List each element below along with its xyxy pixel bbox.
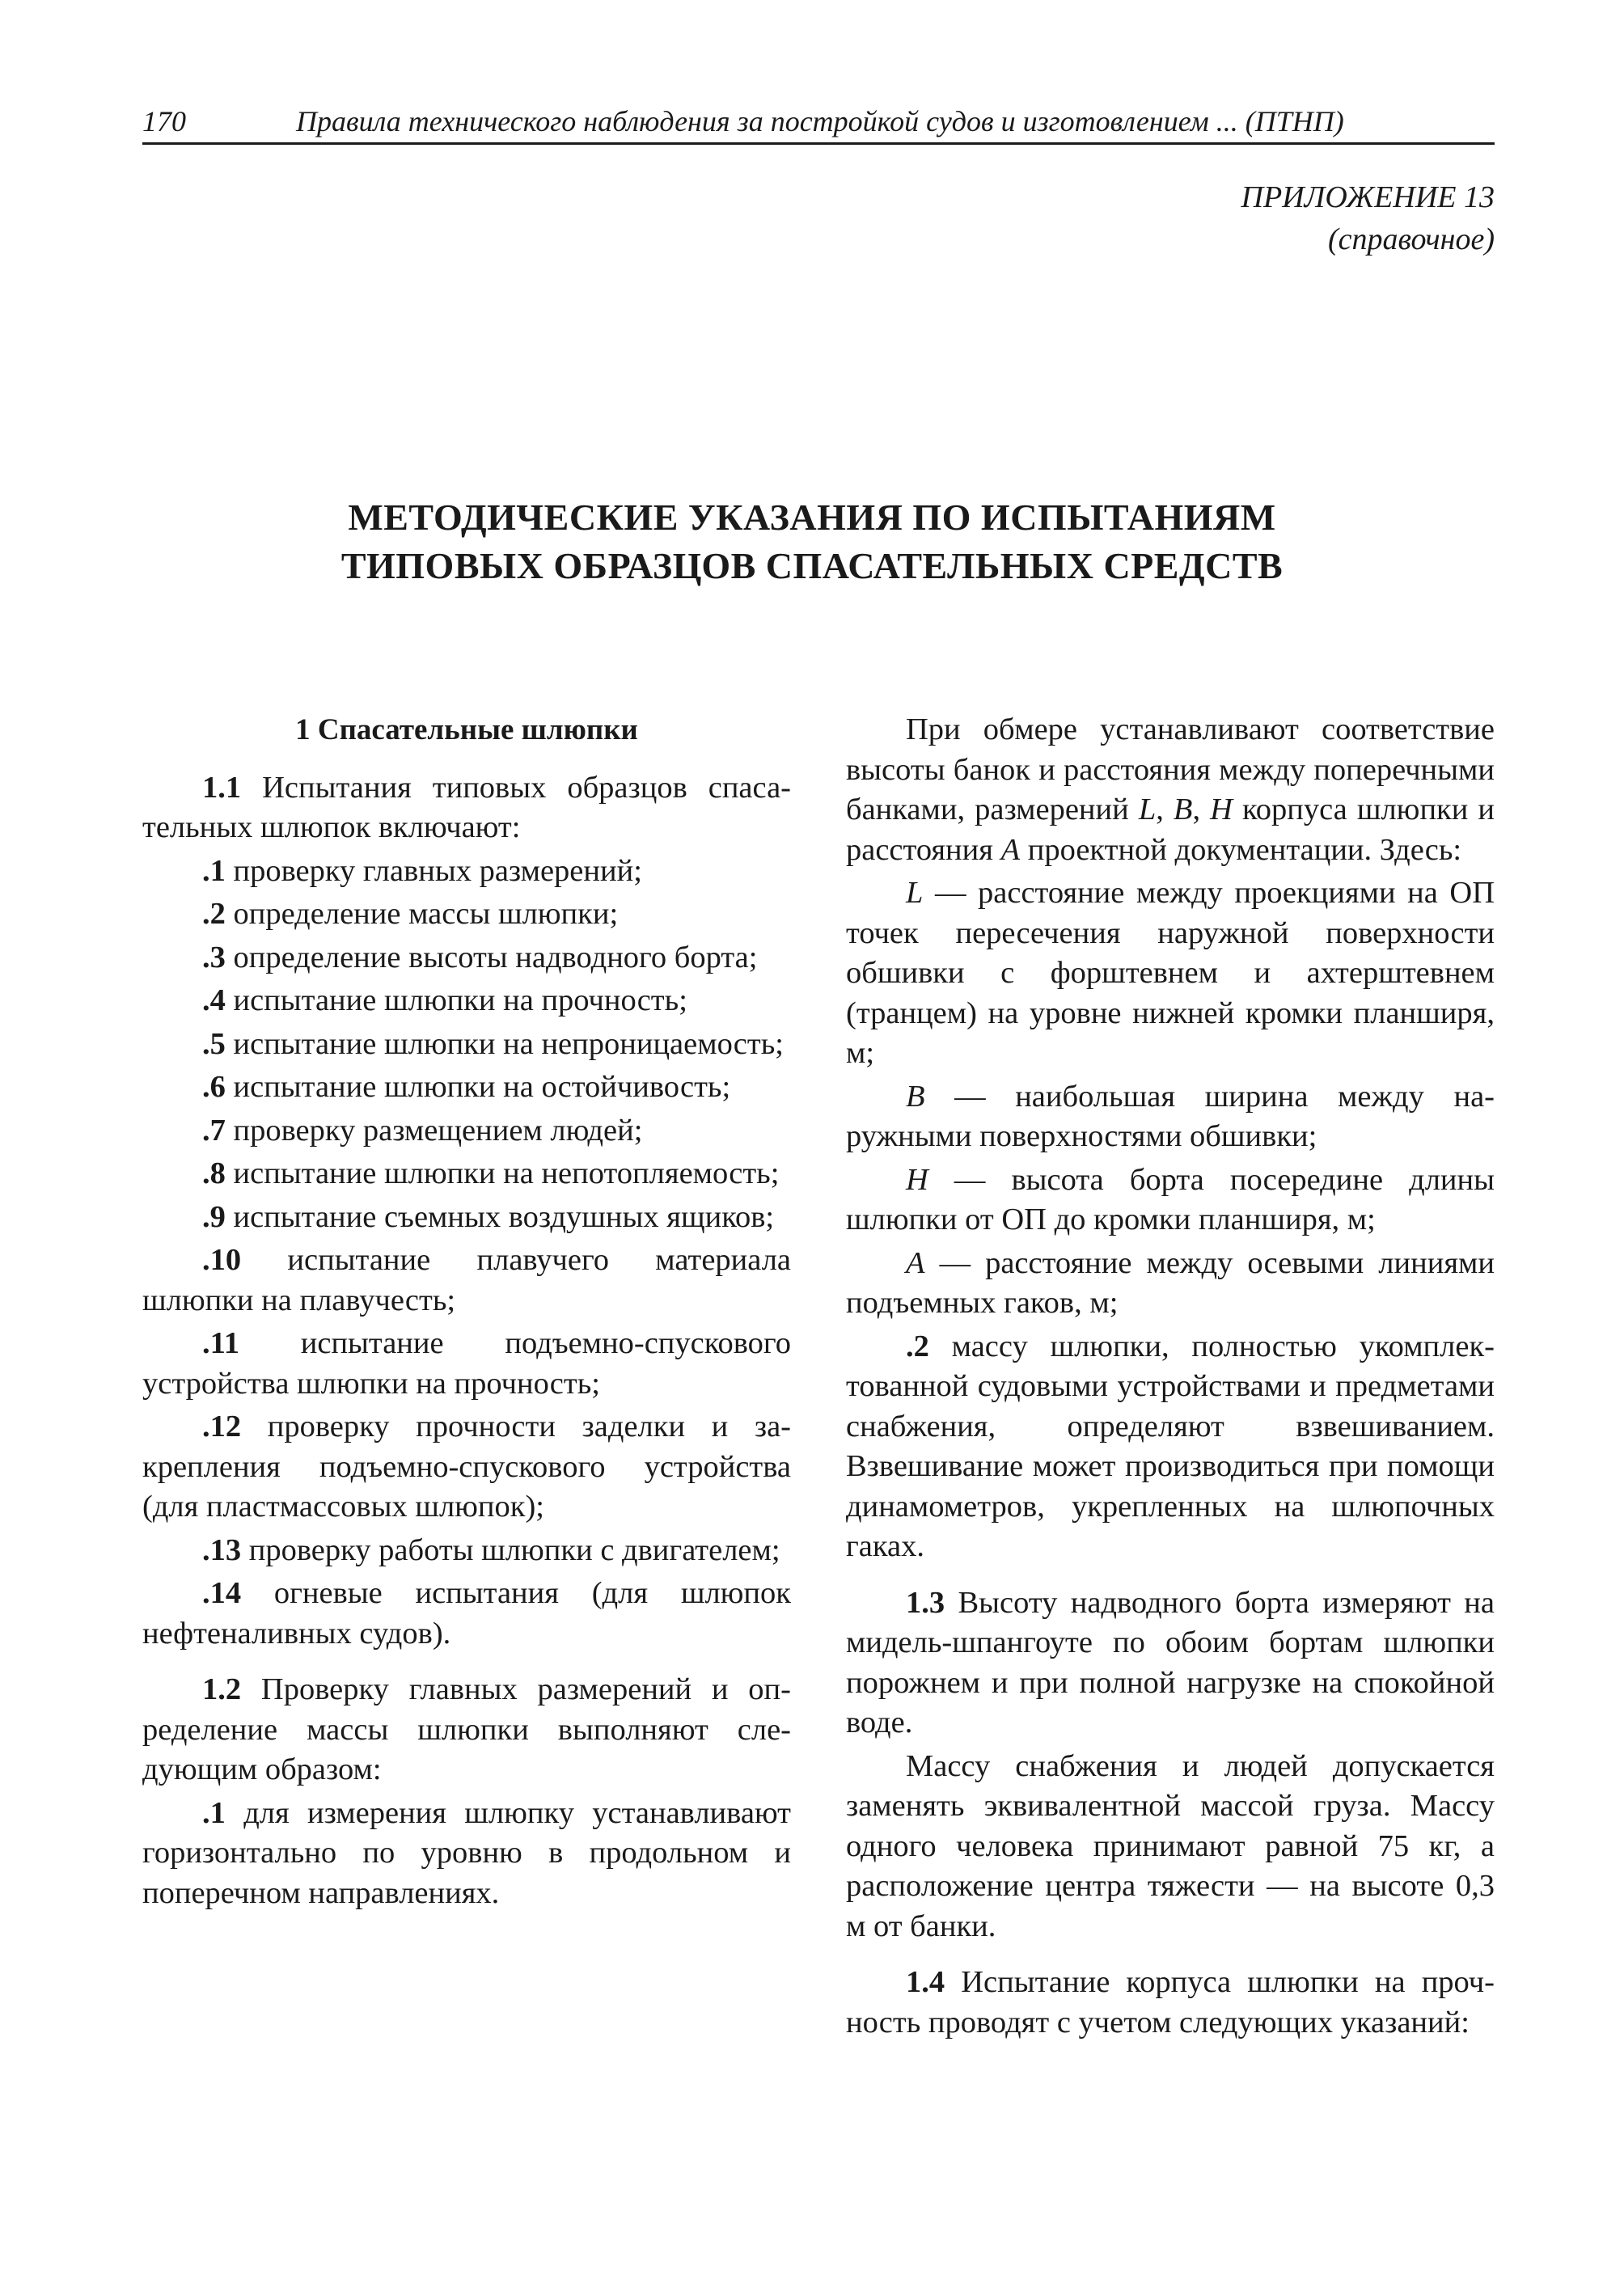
list-item	[142, 894, 791, 935]
list-item	[846, 1327, 1495, 1567]
item-number: .1	[202, 853, 226, 888]
item-text: огневые испытания (для шлюпок нефтеналивных судов).	[142, 1576, 791, 1651]
item-text: испытание шлюпки на непотопляемость;	[225, 1156, 780, 1190]
measurement-text: проектной документации. Здесь:	[1020, 832, 1462, 867]
measurement-text: корпуса шлюпки и расстояния	[846, 793, 1495, 867]
right-column	[846, 710, 1495, 2046]
left-column	[142, 710, 791, 1917]
list-item	[142, 1794, 791, 1914]
clause-1-3	[846, 1583, 1495, 1744]
item-number: .13	[202, 1532, 242, 1567]
definition-text: — расстояние между проекциями на ОП точек пересечения наружной поверхности обшивки с форштевнем и ахтерштевнем (транцем) на уровне нижней кромки планширя, м;	[846, 876, 1495, 1070]
variable-L: L	[906, 876, 924, 910]
item-text: проверку главных размерений;	[225, 853, 642, 888]
item-number: .6	[202, 1070, 226, 1104]
clause-number: 1.4	[906, 1965, 945, 1999]
mass-paragraph: Массу снабжения и людей допускается заменять эквивалентной массой груза. Массу одного человека принимают равной 75 кг, а расположение центра тяжести — на высоте 0,3 м от банки.	[846, 1748, 1495, 1943]
item-number: .9	[202, 1199, 226, 1234]
item-text: массу шлюпки, полностью укомплектованной судовыми устройствами и предметами снабжения, определяют взвешиванием. Взвешивание может производиться при помощи динамометров, укрепленных на шлюпочных гаках.	[846, 1329, 1495, 1563]
page-number: 170	[142, 105, 186, 137]
document-title	[0, 493, 1624, 590]
separator: ,	[1156, 793, 1174, 826]
clause-text: Проверку главных размерений и определение массы шлюпки выполняют следующим образом:	[142, 1672, 791, 1786]
running-header	[142, 104, 1495, 145]
item-text: испытание плавучего материала шлюпки на плавучесть;	[142, 1243, 791, 1317]
measurement-text: При обмере устанавливают соответствие высоты банок и расстояния между поперечными банками, размерений	[846, 712, 1495, 826]
list-item	[142, 1407, 791, 1528]
definition-text: — высота борта посередине длины шлюпки от ОП до кромки планширя, м;	[846, 1162, 1495, 1236]
list-item	[142, 1531, 791, 1571]
item-number: .12	[202, 1410, 242, 1443]
list-item	[142, 1067, 791, 1108]
list-item	[142, 1324, 791, 1404]
item-text: для измерения шлюпку устанавливают горизонтально по уровню в продольном и поперечном направлениях.	[142, 1795, 791, 1910]
clause-text: Высоту надводного борта измеряют на мидель-шпангоуте по обоим бортам шлюпки порожнем и при полной нагрузке на спокойной воде.	[846, 1585, 1495, 1739]
clause-1-4	[846, 1963, 1495, 2043]
list-item	[142, 981, 791, 1021]
item-text: определение высоты надводного борта;	[225, 940, 758, 974]
clause-number: 1.2	[202, 1672, 242, 1706]
item-number: .4	[202, 983, 226, 1017]
variable-L: L	[1138, 793, 1157, 826]
definition-A	[846, 1244, 1495, 1324]
running-header-title: Правила технического наблюдения за постройкой судов и изготовлением ... (ПТНП)	[296, 105, 1344, 137]
item-number: .1	[202, 1795, 226, 1830]
item-number: .11	[202, 1326, 240, 1360]
list-item	[142, 852, 791, 892]
variable-H: H	[906, 1162, 928, 1197]
list-item	[142, 1198, 791, 1238]
item-text: испытание съемных воздушных ящиков;	[225, 1199, 775, 1234]
variable-A: A	[906, 1245, 925, 1280]
document-title-line-1: МЕТОДИЧЕСКИЕ УКАЗАНИЯ ПО ИСПЫТАНИЯМ	[348, 497, 1276, 538]
item-number: .5	[202, 1026, 226, 1061]
item-number: .14	[202, 1576, 242, 1610]
variable-B: B	[906, 1079, 925, 1114]
section-heading: 1 Спасательные шлюпки	[295, 713, 638, 746]
item-text: испытание шлюпки на остойчивость;	[225, 1070, 731, 1104]
list-item	[142, 1154, 791, 1194]
clause-1-2	[142, 1670, 791, 1790]
list-item	[142, 1241, 791, 1321]
appendix-label: ПРИЛОЖЕНИЕ 13	[1241, 180, 1495, 214]
measurement-paragraph	[846, 710, 1495, 870]
item-text: испытание шлюпки на прочность;	[225, 983, 687, 1017]
definition-text: — расстояние между осевыми линиями подъемных гаков, м;	[846, 1245, 1495, 1320]
definition-text: — наибольшая ширина между наружными поверхностями обшивки;	[846, 1079, 1495, 1153]
definition-L	[846, 873, 1495, 1074]
item-text: проверку работы шлюпки с двигателем;	[241, 1532, 780, 1567]
item-text: определение массы шлюпки;	[225, 897, 619, 931]
item-text: проверку размещением людей;	[225, 1113, 643, 1148]
clause-1-1	[142, 768, 791, 848]
clause-number: 1.1	[202, 770, 242, 805]
item-number: .10	[202, 1243, 242, 1277]
list-item	[142, 938, 791, 979]
clause-text: Испытание корпуса шлюпки на прочность проводят с учетом следующих указаний:	[846, 1965, 1495, 2039]
definition-H	[846, 1160, 1495, 1241]
definition-B	[846, 1077, 1495, 1157]
item-number: .8	[202, 1156, 226, 1190]
variable-B: B	[1173, 793, 1193, 826]
appendix-label-block	[1241, 176, 1495, 260]
item-text: испытание шлюпки на непроницаемость;	[225, 1026, 784, 1061]
item-number: .3	[202, 940, 226, 974]
list-item	[142, 1025, 791, 1065]
variable-A: A	[1000, 832, 1021, 867]
separator: ,	[1192, 793, 1211, 826]
clause-number: 1.3	[906, 1585, 945, 1620]
item-number: .2	[906, 1329, 929, 1363]
item-text: испытание подъемно-спускового устройства шлюпки на прочность;	[142, 1326, 791, 1401]
item-text: проверку прочности заделки и закрепления подъемно-спускового устройства (для пластмассовых шлюпок);	[142, 1410, 791, 1524]
item-number: .7	[202, 1113, 226, 1148]
list-item	[142, 1111, 791, 1152]
list-item	[142, 1574, 791, 1654]
document-title-line-2: ТИПОВЫХ ОБРАЗЦОВ СПАСАТЕЛЬНЫХ СРЕДСТВ	[340, 545, 1284, 586]
variable-H: H	[1210, 793, 1233, 826]
item-number: .2	[202, 897, 226, 931]
clause-text: Испытания типовых образцов спасательных шлюпок включают:	[142, 770, 791, 844]
appendix-note: (справочное)	[1327, 222, 1495, 256]
